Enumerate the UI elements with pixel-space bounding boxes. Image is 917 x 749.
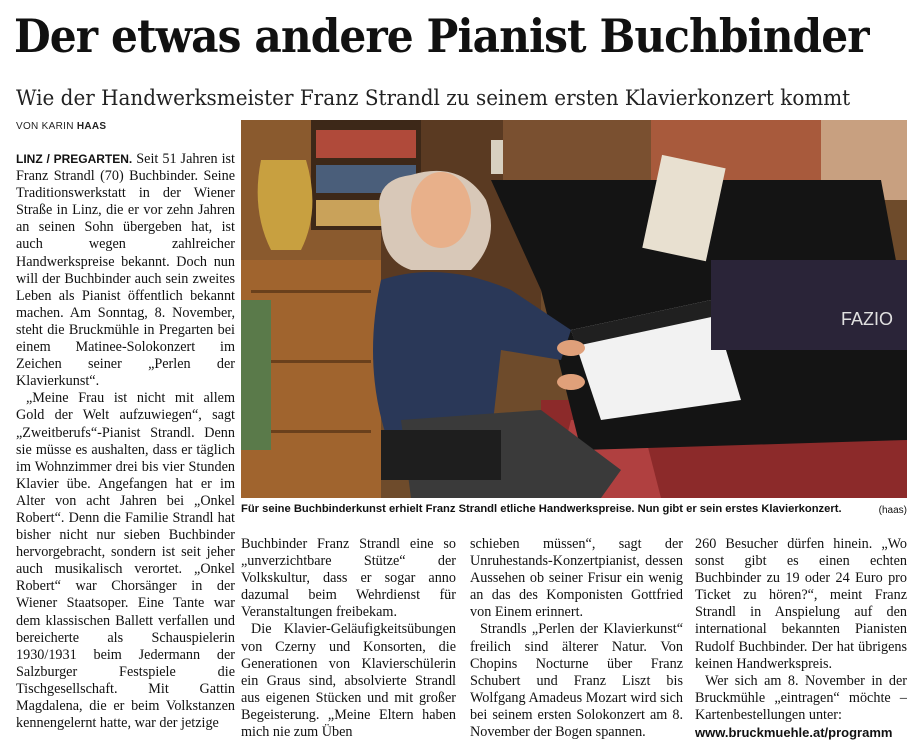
paragraph: Wer sich am 8. November in der Bruckmühle „eintragen“ möchte – Kartenbestellungen unter: <box>695 672 907 723</box>
headline: Der etwas andere Pianist Buchbinder <box>14 9 869 63</box>
website-link[interactable]: www.bruckmuehle.at/programm <box>695 725 893 741</box>
paragraph: Strandls „Perlen der Klavierkunst“ freilich sind älterer Natur. Von Chopins Nocturne über Franz Schubert und Franz Liszt bis Wolfgang Amadeus Mozart wird sich bei seinem ersten Solokonzert am 8. November der Bogen spannen. <box>470 621 683 741</box>
paragraph: Buchbinder Franz Strandl eine so „unverzichtbare Stütze“ der Volkskultur, dass er sogar anno dazumal beim Wehrdienst für Veranstaltungen freibekam. <box>241 536 456 621</box>
byline <box>16 121 106 132</box>
article-column-4 <box>695 536 907 749</box>
article-column-2 <box>241 536 456 749</box>
paragraph-intro-text: Seit 51 Jahren ist Franz Strandl (70) Buchbinder. Seine Traditionswerkstatt in der Wiener Straße in Linz, die er vor zehn Jahren an seinen Sohn übergeben hat, ist auch wegen zahlreicher Handwerkspreise bekannt. Doch nun will der Buchbinder auch sein zweites Leben als Pianist öffentlich bekannt machen. Am Sonntag, 8. November, steht die Bruckmühle in Pregarten bei einem Matinee-Solokonzert im Zeichen seiner „Perlen der Klavierkunst“. <box>16 151 235 390</box>
paragraph-intro <box>16 151 235 390</box>
paragraph: „Meine Frau ist nicht mit allem Gold der Welt aufzuwiegen“, sagt „Zweitberufs“-Pianist Strandl. Denn sie müsse es aushalten, dass er täglich im Wohnzimmer drei bis vier Stunden Klavier übe. Angefangen hat er im Alter von acht Jahren bei „Onkel Robert“. Denn die Familie Strandl hat bisher nicht nur sieben Buchbinder hervorgebracht, sondern ist seit jeher auch musikalisch verortet. „Onkel Robert“ war Chorsänger in der Wiener Staatsoper. Eine Tante war dem klassischen Ballett verfallen und bereicherte als Schauspielerin 1930/1931 beim Jedermann der Salzburger Festspiele die Tischgesellschaft. Mit Gattin Magdalena, die er beim Volkstanzen kennengelernt hatte, war der jetzige <box>16 390 235 732</box>
byline-author: HAAS <box>76 121 107 132</box>
paragraph: schieben müssen“, sagt der Unruhestands-Konzertpianist, dessen Aussehen ob seiner Frisur ein wenig an das des Komponisten Gottfried von Einem erinnert. <box>470 536 683 621</box>
dateline: LINZ / PREGARTEN. <box>16 152 133 166</box>
subheadline: Wie der Handwerksmeister Franz Strandl zu seinem ersten Klavierkonzert kommt <box>16 86 851 110</box>
byline-prefix: VON KARIN <box>16 121 74 132</box>
paragraph: 260 Besucher dürfen hinein. „Wo sonst gibt es einen echten Buchbinder zu 19 oder 24 Euro pro Ticket zu hören?“, meint Franz Strandl in Anspielung auf den international bekannten Pianisten Rudolf Buchbinder. Der hat übrigens keinen Handwerkspreis. <box>695 536 907 672</box>
piano-brand: FAZIO <box>841 309 894 329</box>
photo-credit: (haas) <box>878 505 907 516</box>
photo-caption: Für seine Buchbinderkunst erhielt Franz Strandl etliche Handwerkspreise. Nun gibt er sein erstes Klavierkonzert. <box>241 503 842 515</box>
paragraph: Die Klavier-Geläufigkeitsübungen von Czerny und Konsorten, die Generationen von Klavierschülerin ein Graus sind, absolvierte Strandl aus eigenen Stücken und mit großer Begeisterung. „Meine Eltern haben mich nie zum Üben <box>241 621 456 741</box>
article-column-3 <box>470 536 683 749</box>
article-column-1 <box>16 151 235 749</box>
photo-illustration <box>241 120 907 498</box>
article-photo <box>241 120 907 498</box>
